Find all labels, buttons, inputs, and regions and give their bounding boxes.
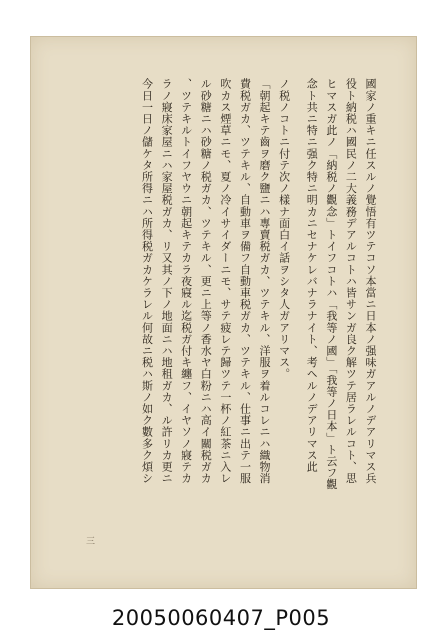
text-line: 費税ガカ、ツテキル、自動車ヲ備フ自動車税ガカ、ツテキル、仕事ニ出テ一服 — [238, 78, 252, 484]
text-line: 、ツテキルトイフヤウニ朝起キテカラ夜寢ル迄税ガ付キ纏フ、イヤソノ寢テカ — [179, 78, 193, 484]
text-line: 吹カス煙草ニモ、夏ノ冷イサイダーニモ、サテ疲レテ歸ツテ一杯ノ紅茶ニ入レ — [218, 78, 232, 484]
text-line: 國家ノ重キニ任スルノ覺悟有ツテコソ本當ニ日本ノ强味ガアルノデアリマス兵 — [364, 78, 377, 484]
page-number: 三 — [86, 537, 96, 547]
text-line: 役ト納税ハ國民ノ二大義務デアルコトハ皆サンガ良ク解ツテ居ラレルコト、思 — [344, 78, 358, 484]
text-line: ラノ寢床家屋ニハ家屋税ガカ、リ又其ノ下ノ地面ニハ地租ガカ、ル許リカ更ニ — [160, 78, 174, 484]
image-caption: 20050060407_P005 — [111, 606, 331, 630]
text-line: ヒマスガ此ノ「納税ノ觀念」トイフコトハ「我等ノ國」「我等ノ日本」ト云フ觀 — [324, 78, 338, 491]
text-line: 今日一日ノ儲ケタ所得ニハ所得税ガカケラレル何故ニ税ハ斯ノ如ク數多ク煩シ — [140, 78, 154, 484]
text-line: 「朝起キテ齒ヲ磨ク鹽ニハ專賣税ガカ、ツテキル、洋服ヲ着ルコレニハ織物消 — [258, 78, 272, 484]
text-line: 念ト共ニ特ニ强ク特ニ明カニセナケレバナラナイト、考ヘルノデアリマス此 — [305, 78, 319, 473]
text-line: ル砂糖ニハ砂糖ノ税ガカ、ツテキル、更ニ上等ノ香水ヤ白粉ニハ高イ關税ガカ — [199, 78, 213, 484]
vertical-text-body — [80, 78, 380, 543]
text-line: ノ税ノコトニ付テ次ノ樣ナ面白イ話ヲシタ人ガアリマス。 — [277, 78, 291, 380]
